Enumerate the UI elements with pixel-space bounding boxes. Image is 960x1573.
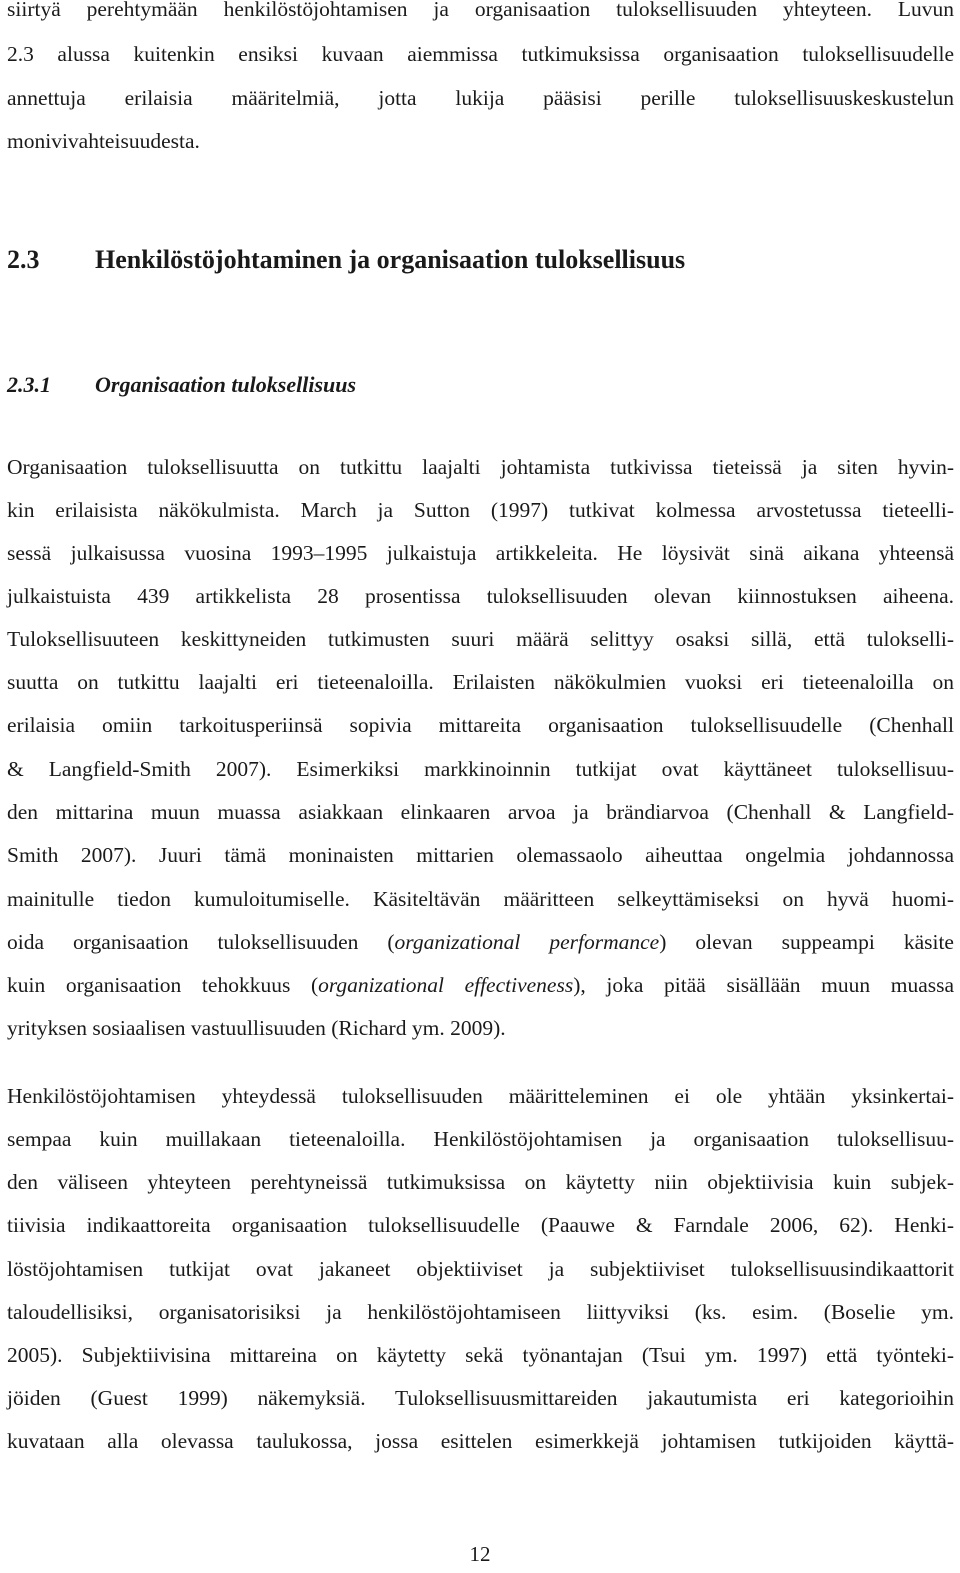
text-line: Organisaation tuloksellisuutta on tutkittu laajalti johtamista tutkivissa tieteissä ja siten hyvin- xyxy=(7,455,954,479)
text-line: kuvataan alla olevassa taulukossa, jossa esittelen esimerkkejä johtamisen tutkijoiden käyttä- xyxy=(7,1429,954,1453)
text-line: kin erilaisista näkökulmista. March ja Sutton (1997) tutkivat kolmessa arvostetussa tieteelli- xyxy=(7,498,954,522)
subsection-heading xyxy=(7,370,356,400)
subsection-title: Organisaation tuloksellisuus xyxy=(95,372,357,397)
subsection-number: 2.3.1 xyxy=(7,372,51,397)
text-line xyxy=(7,927,954,957)
italic-term: organizational performance xyxy=(394,930,660,954)
text-line xyxy=(7,970,954,1000)
text-line: yrityksen sosiaalisen vastuullisuuden (Richard ym. 2009). xyxy=(7,1016,506,1040)
text-line: annettuja erilaisia määritelmiä, jotta lukija pääsisi perille tuloksellisuuskeskustelun xyxy=(7,86,954,110)
text-line: den mittarina muun muassa asiakkaan elinkaaren arvoa ja brändiarvoa (Chenhall & Langfield- xyxy=(7,800,954,824)
text-line: Tuloksellisuuteen keskittyneiden tutkimusten suuri määrä selittyy osaksi sillä, että tulokselli- xyxy=(7,627,954,651)
text-run: oida organisaation tuloksellisuuden ( xyxy=(7,930,395,954)
text-line: sessä julkaisussa vuosina 1993–1995 julkaistuja artikkeleita. He löysivät sinä aikana yhteensä xyxy=(7,541,954,565)
text-run: ) olevan suppeampi käsite xyxy=(659,930,954,954)
text-line: Henkilöstöjohtamisen yhteydessä tuloksellisuuden määritteleminen ei ole yhtään yksinkertai- xyxy=(7,1084,954,1108)
text-line: suutta on tutkittu laajalti eri tieteenaloilla. Erilaisten näkökulmien vuoksi eri tieteenaloilla on xyxy=(7,670,954,694)
text-line: julkaistuista 439 artikkelista 28 prosentissa tuloksellisuuden olevan kiinnostuksen aiheena. xyxy=(7,584,954,608)
text-line: 2005). Subjektiivisina mittareina on käytetty sekä työnantajan (Tsui ym. 1997) että työnteki- xyxy=(7,1343,954,1367)
text-line: siirtyä perehtymään henkilöstöjohtamisen ja organisaation tuloksellisuuden yhteyteen. Luvun xyxy=(7,0,954,21)
text-line: sempaa kuin muillakaan tieteenaloilla. Henkilöstöjohtamisen ja organisaation tuloksellisuu- xyxy=(7,1127,954,1151)
text-line: taloudellisiksi, organisatorisiksi ja henkilöstöjohtamiseen liittyviksi (ks. esim. (Boselie ym. xyxy=(7,1300,954,1324)
text-line: den väliseen yhteyteen perehtyneissä tutkimuksissa on käytetty niin objektiivisia kuin subjek- xyxy=(7,1170,954,1194)
section-heading xyxy=(7,243,685,277)
section-title: Henkilöstöjohtaminen ja organisaation tuloksellisuus xyxy=(95,245,686,274)
text-line: jöiden (Guest 1999) näkemyksiä. Tuloksellisuusmittareiden jakautumista eri kategorioihin xyxy=(7,1386,954,1410)
text-line: mainitulle tiedon kumuloitumiselle. Käsiteltävän määritteen selkeyttämiseksi on hyvä huomi- xyxy=(7,887,954,911)
text-line: erilaisia omiin tarkoitusperiinsä sopivia mittareita organisaation tuloksellisuudelle (Chenhall xyxy=(7,713,954,737)
text-line: monivivahteisuudesta. xyxy=(7,129,200,153)
text-line: löstöjohtamisen tutkijat ovat jakaneet objektiiviset ja subjektiiviset tuloksellisuusindikaattorit xyxy=(7,1257,954,1281)
text-run: kuin organisaation tehokkuus ( xyxy=(7,973,319,997)
text-line: Smith 2007). Juuri tämä moninaisten mittarien olemassaolo aiheuttaa ongelmia johdannossa xyxy=(7,843,954,867)
text-line: & Langfield-Smith 2007). Esimerkiksi markkinoinnin tutkijat ovat käyttäneet tuloksellisuu- xyxy=(7,757,954,781)
section-number: 2.3 xyxy=(7,245,40,274)
page-number: 12 xyxy=(469,1542,491,1566)
text-line: tiivisia indikaattoreita organisaation tuloksellisuudelle (Paauwe & Farndale 2006, 62). Henki- xyxy=(7,1213,954,1237)
text-run: ), joka pitää sisällään muun muassa xyxy=(573,973,955,997)
text-line: 2.3 alussa kuitenkin ensiksi kuvaan aiemmissa tutkimuksissa organisaation tuloksellisuudelle xyxy=(7,42,954,66)
italic-term: organizational effectiveness xyxy=(318,973,574,997)
